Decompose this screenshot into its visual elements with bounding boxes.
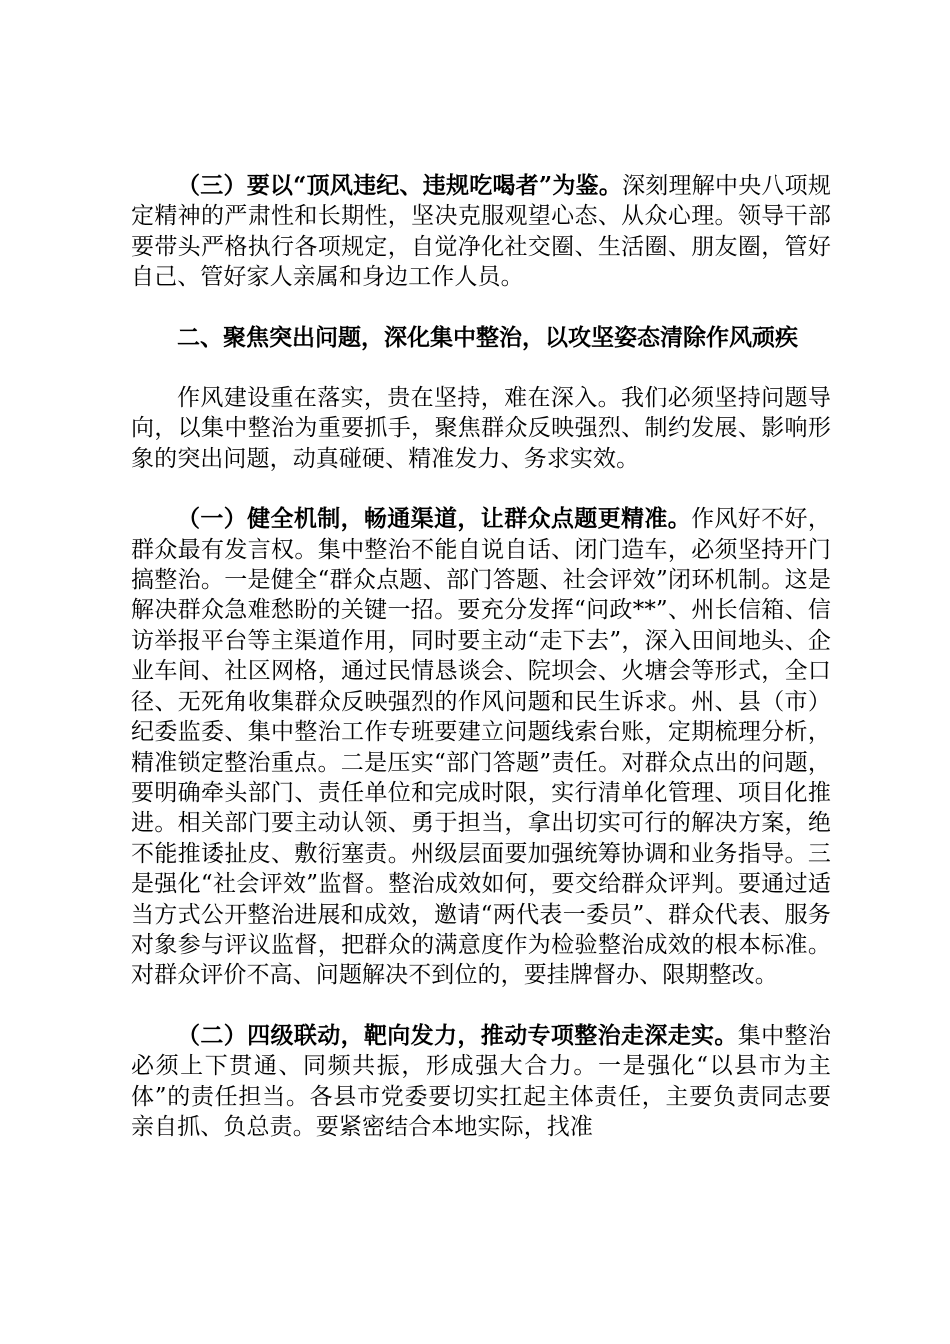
paragraph-section-1 xyxy=(131,504,831,991)
paragraph-lead: （三）要以“顶风违纪、违规吃喝者”为鉴。 xyxy=(177,172,623,199)
paragraph-gap xyxy=(131,353,831,383)
paragraph-body: 深刻理解中央八项规定精神的严肃性和长期性，坚决克服观望心态、从众心理。领导干部要带头严格执行各项规定，自觉净化社交圈、生活圈、朋友圈，管好自己、管好家人亲属和身边工作人员。 xyxy=(131,173,831,291)
document-page xyxy=(131,171,831,1142)
paragraph-section-3 xyxy=(131,171,831,293)
paragraph-gap xyxy=(131,474,831,504)
paragraph-gap xyxy=(131,991,831,1021)
paragraph-body: 集中整治必须上下贯通、同频共振，形成强大合力。一是强化“以县市为主体”的责任担当。各县市党委要切实扛起主体责任，主要负责同志要亲自抓、负总责。要紧密结合本地实际，找准 xyxy=(131,1022,831,1140)
paragraph-body: 作风建设重在落实，贵在坚持，难在深入。我们必须坚持问题导向，以集中整治为重要抓手，聚焦群众反映强烈、制约发展、影响形象的突出问题，动真碰硬、精准发力、务求实效。 xyxy=(131,385,831,472)
paragraph-lead: （二）四级联动，靶向发力，推动专项整治走深走实。 xyxy=(177,1021,738,1049)
paragraph-gap xyxy=(131,293,831,323)
section-heading-2: 二、聚焦突出问题，深化集中整治，以攻坚姿态清除作风顽疾 xyxy=(177,323,798,351)
paragraph-body: 作风好不好，群众最有发言权。集中整治不能自说自话、闭门造车，必须坚持开门搞整治。一是健全“群众点题、部门答题、社会评效”闭环机制。这是解决群众急难愁盼的关键一招。要充分发挥“问政**”、州长信箱、信访举报平台等主渠道作用，同时要主动“走下去”，深入田间地头、企业车间、社区网格，通过民情恳谈会、院坝会、火塘会等形式，全口径、无死角收集群众反映强烈的作风问题和民生诉求。州、县（市）纪委监委、集中整治工作专班要建立问题线索台账，定期梳理分析，精准锁定整治重点。二是压实“部门答题”责任。对群众点出的问题，要明确牵头部门、责任单位和完成时限，实行清单化管理、项目化推进。相关部门要主动认领、勇于担当，拿出切实可行的解决方案，绝不能推诿扯皮、敷衍塞责。州级层面要加强统筹协调和业务指导。三是强化“社会评效”监督。整治成效如何，要交给群众评判。要通过适当方式公开整治进展和成效，邀请“两代表一委员”、群众代表、服务对象参与评议监督，把群众的满意度作为检验整治成效的根本标准。对群众评价不高、问题解决不到位的，要挂牌督办、限期整改。 xyxy=(131,506,831,989)
paragraph-lead: （一）健全机制，畅通渠道，让群众点题更精准。 xyxy=(177,505,692,533)
paragraph-section-2 xyxy=(131,1021,831,1143)
paragraph-intro xyxy=(131,383,831,474)
